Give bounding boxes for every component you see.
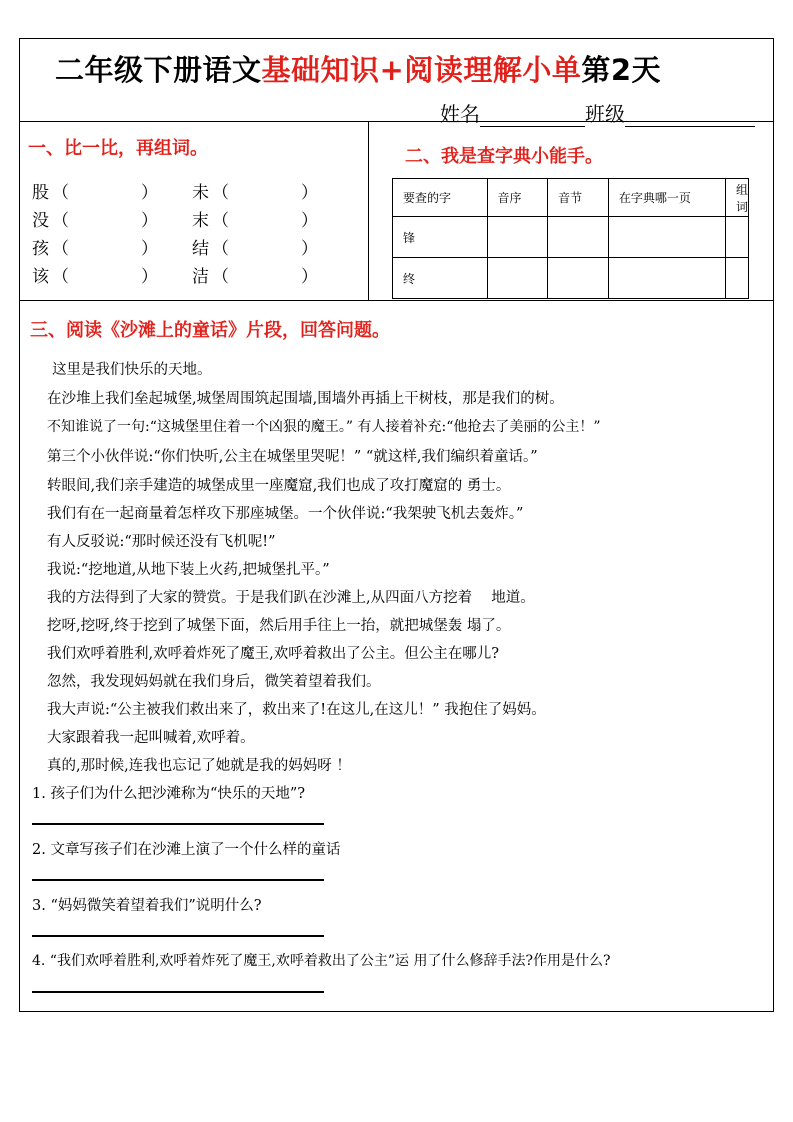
- passage-paragraph: 第三个小伙伴说:“你们快听,公主在城堡里哭呢！” “就这样,我们编织着童话。”: [47, 449, 538, 465]
- table-header: 音序: [487, 179, 548, 217]
- dictionary-table: [392, 178, 749, 299]
- passage-paragraph: 我大声说:“公主被我们救出来了，救出来了!在这儿,在这儿！” 我抱住了妈妈。: [47, 702, 546, 718]
- section-divider: [19, 300, 774, 301]
- passage-paragraph: 这里是我们快乐的天地。: [52, 362, 212, 378]
- passage-paragraph: 我们欢呼着胜利,欢呼着炸死了魔王,欢呼着救出了公主。但公主在哪儿?: [47, 646, 499, 662]
- question: 4. “我们欢呼着胜利,欢呼着炸死了魔王,欢呼着救出了公主”运 用了什么修辞手法?作用是什么?: [32, 953, 611, 969]
- table-cell[interactable]: [548, 258, 609, 299]
- table-header: 音节: [548, 179, 609, 217]
- word-row: 该 （ ） 洁 （ ）: [32, 267, 318, 287]
- table-header: 组词: [725, 179, 748, 217]
- passage-paragraph: 不知谁说了一句:“这城堡里住着一个凶狠的魔王。” 有人接着补充:“他抢去了美丽的公主！”: [47, 419, 601, 435]
- question: 2. 文章写孩子们在沙滩上演了一个什么样的童话: [32, 842, 341, 858]
- answer-line[interactable]: [32, 879, 324, 881]
- class-label: 班级: [585, 102, 625, 126]
- name-class-line: [440, 98, 755, 127]
- answer-line[interactable]: [32, 991, 324, 993]
- passage-paragraph: 挖呀,挖呀,终于挖到了城堡下面，然后用手往上一抬，就把城堡轰 塌了。: [47, 618, 511, 634]
- answer-line[interactable]: [32, 935, 324, 937]
- table-row-char: 锋: [393, 217, 488, 258]
- table-cell[interactable]: [548, 217, 609, 258]
- passage-paragraph: 真的,那时候,连我也忘记了她就是我的妈妈呀 ！: [47, 758, 351, 774]
- word-row: 股 （ ） 未 （ ）: [32, 183, 318, 203]
- passage-paragraph: 我的方法得到了大家的赞赏。于是我们趴在沙滩上,从四面八方挖着 地道。: [47, 590, 535, 606]
- table-cell[interactable]: [487, 258, 548, 299]
- class-field[interactable]: [625, 106, 755, 127]
- table-cell[interactable]: [487, 217, 548, 258]
- question: 1. 孩子们为什么把沙滩称为“快乐的天地”?: [32, 786, 306, 802]
- name-label: 姓名: [440, 102, 480, 126]
- passage-paragraph: 有人反驳说:“那时候还没有飞机呢!”: [47, 534, 276, 550]
- question: 3. “妈妈微笑着望着我们”说明什么?: [32, 898, 262, 914]
- section1-heading: 一、比一比，再组词。: [28, 138, 208, 159]
- column-divider: [368, 121, 369, 300]
- table-cell[interactable]: [608, 217, 725, 258]
- table-cell[interactable]: [725, 217, 748, 258]
- page-title: 二年级下册语文基础知识+阅读理解小单第2天: [55, 53, 662, 87]
- table-cell[interactable]: [608, 258, 725, 299]
- passage-paragraph: 在沙堆上我们垒起城堡,城堡周围筑起围墙,围墙外再插上干树枝，那是我们的树。: [47, 391, 564, 407]
- section2-heading: 二、我是查字典小能手。: [405, 146, 603, 167]
- word-row: 没 （ ） 末 （ ）: [32, 211, 318, 231]
- passage-paragraph: 大家跟着我一起叫喊着,欢呼着。: [47, 730, 255, 746]
- word-row: 孩 （ ） 结 （ ）: [32, 239, 318, 259]
- section3-heading: 三、阅读《沙滩上的童话》片段，回答问题。: [30, 320, 390, 341]
- table-header: 在字典哪一页: [608, 179, 725, 217]
- table-cell[interactable]: [725, 258, 748, 299]
- answer-line[interactable]: [32, 823, 324, 825]
- header-divider: [19, 121, 774, 122]
- table-row-char: 终: [393, 258, 488, 299]
- passage-paragraph: 我们有在一起商量着怎样攻下那座城堡。一个伙伴说:“我架驶飞机去轰炸。”: [47, 506, 524, 522]
- passage-paragraph: 转眼间,我们亲手建造的城堡成里一座魔窟,我们也成了攻打魔窟的 勇士。: [47, 478, 511, 494]
- passage-paragraph: 忽然，我发现妈妈就在我们身后，微笑着望着我们。: [47, 674, 381, 690]
- passage-paragraph: 我说:“挖地道,从地下装上火药,把城堡扎平。”: [47, 562, 330, 578]
- table-header: 要查的字: [393, 179, 488, 217]
- name-field[interactable]: [480, 106, 585, 127]
